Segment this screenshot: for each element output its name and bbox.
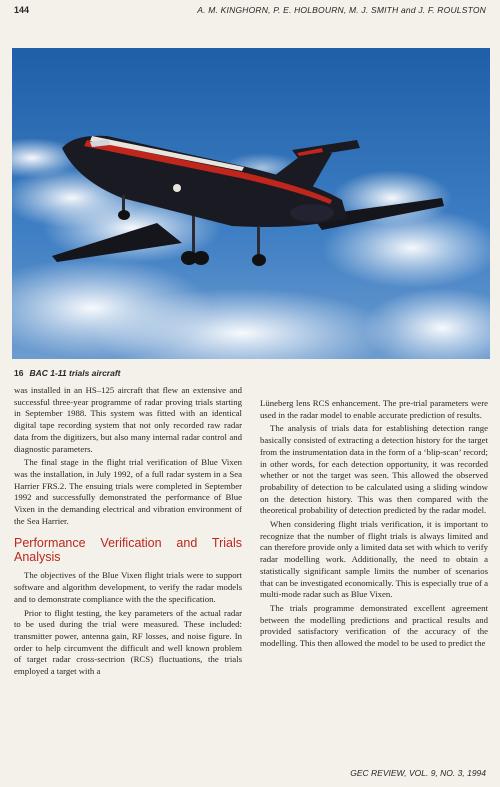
right-paragraph-3: When considering flight trials verification, it is important to recognize that the number of flight trials is always limited and can therefore provide only a limited data set with which to verify radar modelling work. Additionally, the need to obtain a statistically significant sample limits the number of scenarios that can be investigated economically. This is especially true of a multi-mode radar such as Blue Vixen. [260, 519, 488, 600]
right-column [260, 398, 488, 652]
section-heading: Performance Verification and Trials Analysis [14, 536, 242, 565]
journal-footer: GEC REVIEW, VOL. 9, NO. 3, 1994 [350, 768, 486, 778]
figure-caption [14, 368, 121, 378]
left-paragraph-4: Prior to flight testing, the key parameters of the actual radar to be used during the trial were measured. These included: transmitter power, antenna gain, RF losses, and noise figure. In order to help circumvent the difficult and well known problem of target radar cross-sectrion (RCS) fluctuations, the trials employed a target with a [14, 607, 242, 677]
left-paragraph-3: The objectives of the Blue Vixen flight trials were to support software and algorithm development, to verify the radar models and to demonstrate compliance with the the specification. [14, 570, 242, 604]
left-column [14, 385, 242, 680]
aircraft-photo [12, 48, 490, 359]
page-number: 144 [14, 5, 30, 15]
aircraft-photo-icon [12, 48, 490, 359]
right-paragraph-4: The trials programme demonstrated excellent agreement between the modelling predictions and practical results and provided satisfactory verification of the accuracy of the modelling. This then allowed the model to be used to predict the [260, 602, 488, 649]
right-paragraph-2: The analysis of trials data for establishing detection range basically consisted of extracting a detection history for the target from the instrumentation data in the form of a ‘blip-scan’ record; in other words, for each detection opportunity, it was recorded whether or not the target was seen. This allowed the observed probability of detection to be calculated using a sliding window on the detection history. This was then compared with the theoretical probability of detection predicted by the radar model. [260, 423, 488, 516]
running-head-authors: A. M. KINGHORN, P. E. HOLBOURN, M. J. SMITH and J. F. ROULSTON [197, 5, 486, 15]
left-paragraph-2: The final stage in the flight trial verification of Blue Vixen was the installation, in July 1992, of a full radar system in a Sea Harrier FRS.2. The ensuing trials were completed in September 1992 and successfully demonstrated the performance of Blue Vixen in the demanding electrical and vibration environment of the Sea Harrier. [14, 457, 242, 526]
figure-caption-text: BAC 1-11 trials aircraft [29, 368, 121, 378]
figure-number: 16 [14, 368, 24, 378]
right-paragraph-1: Lüneberg lens RCS enhancement. The pre-trial parameters were used in the radar model to enable accurate prediction of results. [260, 398, 488, 420]
page-header [0, 5, 500, 19]
left-paragraph-1: was installed in an HS–125 aircraft that flew an extensive and successful three-year programme of radar proving trials starting in September 1988. This system was fitted with an identical digital tape recording system that not only recorded raw radar data from the digitizers, but also many internal radar control and diagnostic parameters. [14, 385, 242, 454]
